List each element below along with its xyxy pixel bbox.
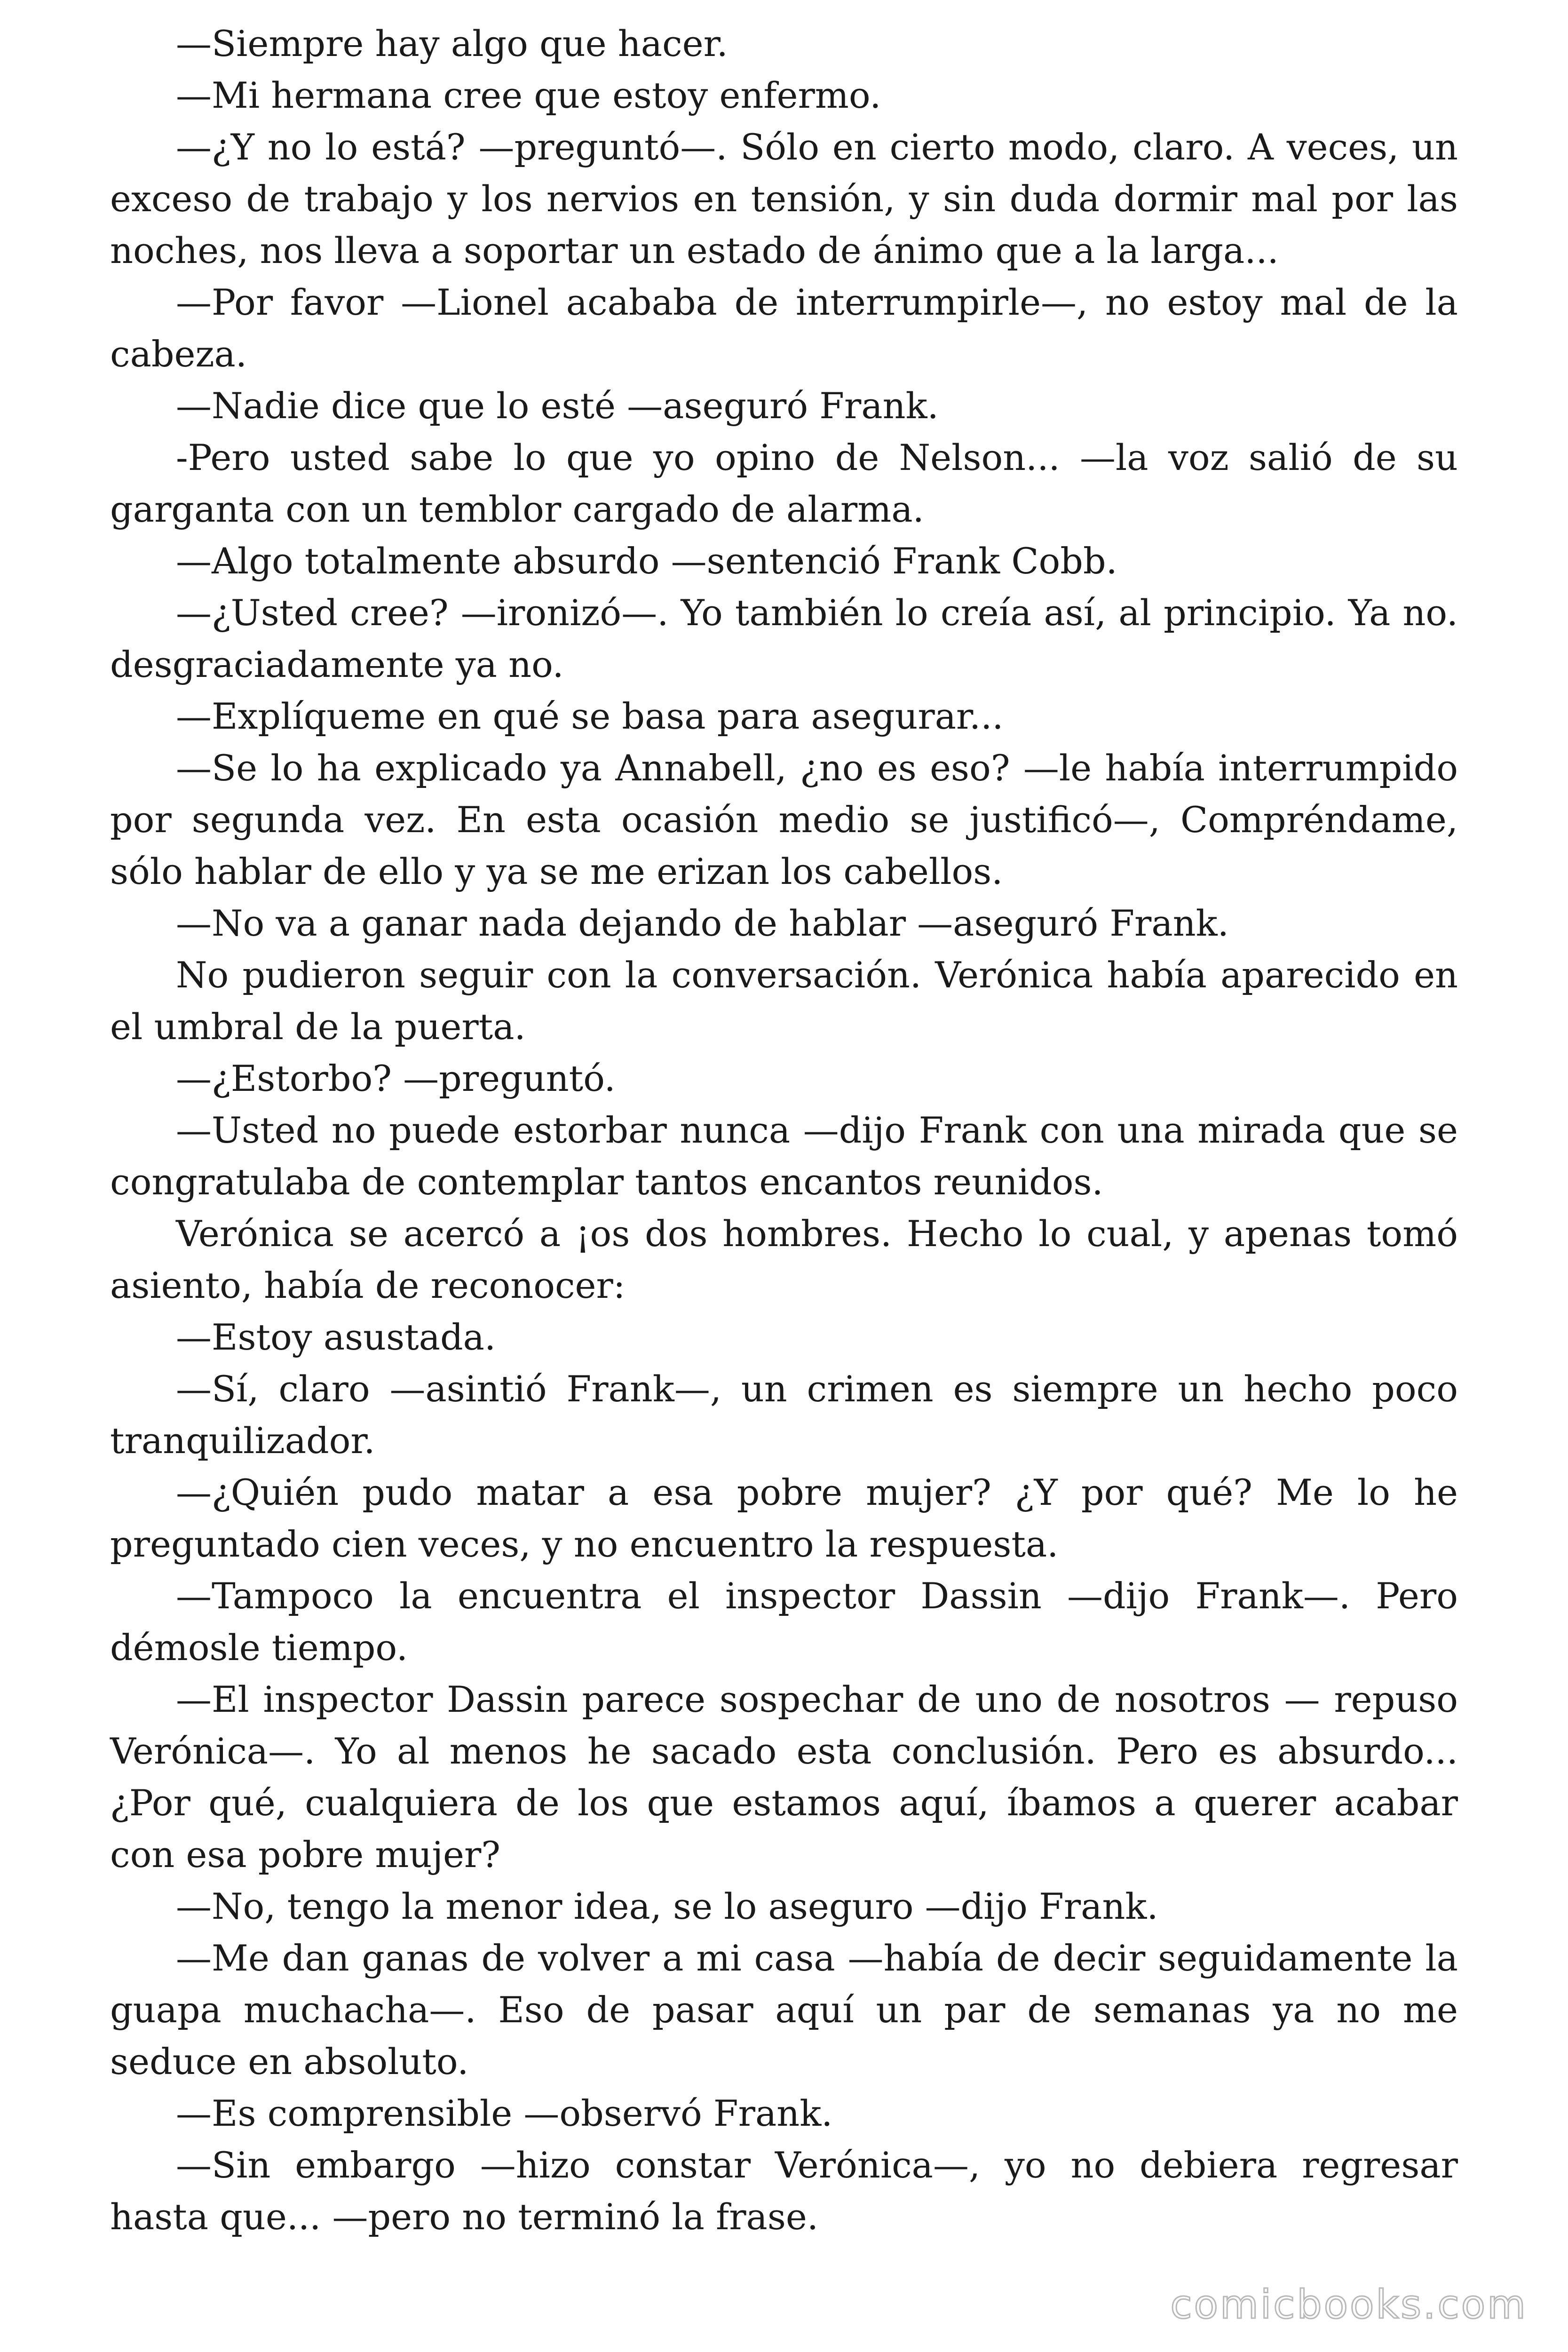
- paragraph: —Nadie dice que lo esté —aseguró Frank.: [176, 385, 939, 427]
- paragraph: —No va a ganar nada dejando de hablar —aseguró Frank.: [176, 902, 1229, 944]
- paragraph: —No, tengo la menor idea, se lo aseguro —dijo Frank.: [176, 1885, 1158, 1927]
- paragraph: —Por favor —Lionel acababa de interrumpirle—, no estoy mal de la cabeza.: [110, 281, 1458, 375]
- paragraph: —¿Y no lo está? —preguntó—. Sólo en cierto modo, claro. A veces, un exceso de trabajo y los nervios en tensión, y sin duda dormir mal por las noches, nos lleva a soportar un estado de ánimo que a la larga...: [110, 126, 1458, 271]
- paragraph: —¿Quién pudo matar a esa pobre mujer? ¿Y por qué? Me lo he preguntado cien veces, y no encuentro la respuesta.: [110, 1471, 1458, 1565]
- paragraph: —El inspector Dassin parece sospechar de uno de nosotros — repuso Verónica—. Yo al menos he sacado esta conclusión. Pero es absurdo... ¿Por qué, cualquiera de los que estamos aquí, íbamos a querer acabar con esa pobre mujer?: [110, 1678, 1458, 1875]
- paragraph: —¿Estorbo? —preguntó.: [176, 1057, 616, 1099]
- paragraph: —Usted no puede estorbar nunca —dijo Frank con una mirada que se congratulaba de contemplar tantos encantos reunidos.: [110, 1109, 1458, 1203]
- paragraph: —Se lo ha explicado ya Annabell, ¿no es eso? —le había interrumpido por segunda vez. En esta ocasión medio se justificó—, Compréndame, sólo hablar de ello y ya se me erizan los cabellos.: [110, 747, 1458, 892]
- page-text: [110, 18, 1458, 2243]
- paragraph: —Sin embargo —hizo constar Verónica—, yo no debiera regresar hasta que... —pero no terminó la frase.: [110, 2144, 1458, 2238]
- paragraph: —Algo totalmente absurdo —sentenció Frank Cobb.: [176, 540, 1117, 582]
- paragraph: —¿Usted cree? —ironizó—. Yo también lo creía así, al principio. Ya no. desgraciadamente ya no.: [110, 592, 1458, 685]
- paragraph: No pudieron seguir con la conversación. Verónica había aparecido en el umbral de la puerta.: [110, 954, 1458, 1048]
- watermark: comicbooks.com: [1170, 2281, 1528, 2328]
- paragraph: —Estoy asustada.: [176, 1316, 496, 1358]
- paragraph: —Tampoco la encuentra el inspector Dassin —dijo Frank—. Pero démosle tiempo.: [110, 1575, 1458, 1669]
- paragraph: —Explíqueme en qué se basa para asegurar...: [176, 695, 1004, 737]
- paragraph: —Sí, claro —asintió Frank—, un crimen es siempre un hecho poco tranquilizador.: [110, 1368, 1458, 1462]
- paragraph: —Mi hermana cree que estoy enfermo.: [176, 74, 881, 116]
- paragraph: —Siempre hay algo que hacer.: [176, 23, 728, 64]
- paragraph: -Pero usted sabe lo que yo opino de Nelson... —la voz salió de su garganta con un temblor cargado de alarma.: [110, 437, 1458, 530]
- paragraph: —Es comprensible —observó Frank.: [176, 2092, 833, 2134]
- paragraph: Verónica se acercó a ¡os dos hombres. Hecho lo cual, y apenas tomó asiento, había de reconocer:: [110, 1213, 1458, 1306]
- paragraph: —Me dan ganas de volver a mi casa —había de decir seguidamente la guapa muchacha—. Eso de pasar aquí un par de semanas ya no me seduce en absoluto.: [110, 1937, 1458, 2082]
